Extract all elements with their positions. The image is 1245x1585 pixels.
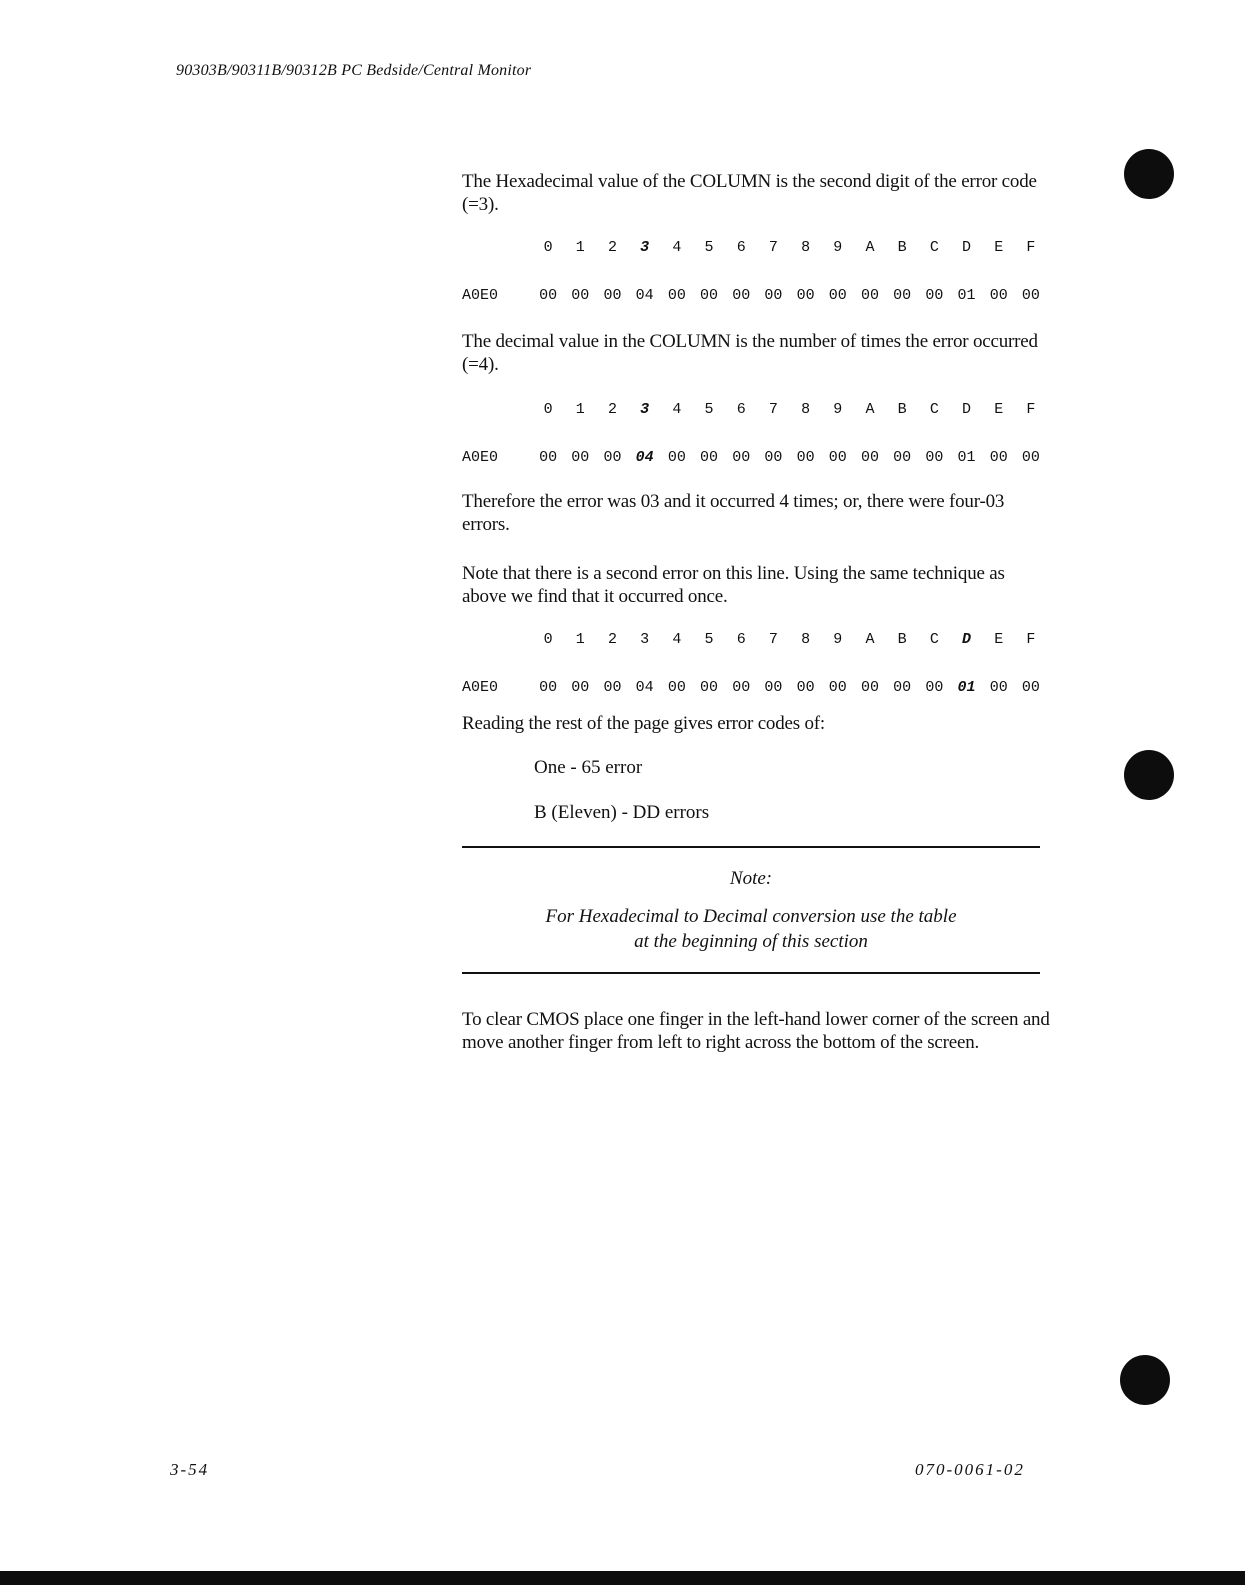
column-header-1: 1 [575,238,585,256]
hex-data-row-2 [462,446,1052,468]
hex-value-col-4: 00 [667,286,686,304]
hex-column-header-1 [462,236,1052,258]
binder-hole-bottom [1120,1355,1170,1405]
hex-value-col-f: 00 [1021,286,1040,304]
hex-value-col-b: 00 [893,286,912,304]
column-header-e: E [994,400,1004,418]
hex-value-col-0: 00 [539,286,558,304]
hex-value-col-9: 00 [828,448,847,466]
hex-value-col-a: 00 [860,286,879,304]
column-header-d: D [962,238,972,256]
hex-column-header-2 [462,398,1052,420]
error-code-item-2: B (Eleven) - DD errors [534,802,710,823]
column-header-a: A [865,630,875,648]
column-header-0: 0 [543,630,553,648]
column-header-b: B [897,238,907,256]
paragraph-rest-of-page: Reading the rest of the page gives error codes of: [462,713,826,734]
column-header-d: D [962,630,972,648]
column-header-4: 4 [672,630,682,648]
column-header-f: F [1026,630,1036,648]
column-header-8: 8 [801,238,811,256]
column-header-3: 3 [640,630,650,648]
column-header-8: 8 [801,630,811,648]
hex-value-col-7: 00 [764,678,783,696]
column-header-d: D [962,400,972,418]
column-header-7: 7 [768,238,778,256]
column-header-9: 9 [833,400,843,418]
row-address: A0E0 [462,678,499,696]
hex-value-col-b: 00 [893,678,912,696]
hex-value-col-e: 00 [989,448,1008,466]
hex-value-col-4: 00 [667,678,686,696]
hex-data-row-1 [462,284,1052,306]
hex-value-col-1: 00 [571,678,590,696]
hex-value-col-3: 04 [635,286,654,304]
hex-value-col-f: 00 [1021,448,1040,466]
column-header-4: 4 [672,238,682,256]
column-header-2: 2 [607,630,617,648]
note-line-2: at the beginning of this section [634,931,868,952]
hex-value-col-b: 00 [893,448,912,466]
hex-value-col-e: 00 [989,286,1008,304]
column-header-c: C [929,400,939,418]
column-header-7: 7 [768,400,778,418]
paragraph-conclusion: Therefore the error was 03 and it occurred 4 times; or, there were four-03 errors. [462,491,1005,535]
hex-value-col-2: 00 [603,678,622,696]
hex-value-col-0: 00 [539,448,558,466]
hex-value-col-5: 00 [700,448,719,466]
column-header-e: E [994,238,1004,256]
column-header-5: 5 [704,238,714,256]
column-header-1: 1 [575,400,585,418]
hex-value-col-6: 00 [732,286,751,304]
page-number: 3-54 [170,1460,210,1479]
paragraph-decimal-column: The decimal value in the COLUMN is the number of times the error occurred (=4). [462,331,1038,375]
column-header-3: 3 [640,238,650,256]
hex-value-col-5: 00 [700,286,719,304]
hex-value-col-6: 00 [732,448,751,466]
hex-value-col-2: 00 [603,448,622,466]
note-title: Note: [729,868,773,889]
hex-value-col-1: 00 [571,448,590,466]
column-header-8: 8 [801,400,811,418]
column-header-1: 1 [575,630,585,648]
column-header-c: C [929,630,939,648]
document-number: 070-0061-02 [915,1460,1025,1479]
hex-value-col-9: 00 [828,678,847,696]
column-header-5: 5 [704,400,714,418]
column-header-2: 2 [607,400,617,418]
hex-data-row-3 [462,676,1052,698]
column-header-7: 7 [768,630,778,648]
hex-value-col-c: 00 [925,286,944,304]
column-header-9: 9 [833,238,843,256]
hex-value-col-6: 00 [732,678,751,696]
column-header-c: C [929,238,939,256]
hex-value-col-8: 00 [796,448,815,466]
hex-value-col-3: 04 [635,678,654,696]
column-header-4: 4 [672,400,682,418]
page-header: 90303B/90311B/90312B PC Bedside/Central Monitor [176,62,532,79]
hex-value-col-c: 00 [925,448,944,466]
column-header-0: 0 [543,238,553,256]
note-line-1: For Hexadecimal to Decimal conversion use the table [545,906,957,927]
hex-value-col-c: 00 [925,678,944,696]
hex-value-col-7: 00 [764,448,783,466]
row-address: A0E0 [462,448,499,466]
error-code-item-1: One - 65 error [534,757,643,778]
hex-value-col-d: 01 [957,448,976,466]
column-header-6: 6 [736,238,746,256]
paragraph-clear-cmos: To clear CMOS place one finger in the left-hand lower corner of the screen and move another finger from left to right across the bottom of the screen. [462,1009,1050,1053]
column-header-e: E [994,630,1004,648]
hex-value-col-e: 00 [989,678,1008,696]
paragraph-second-error: Note that there is a second error on this line. Using the same technique as above we find that it occurred once. [462,563,1005,607]
hex-value-col-1: 00 [571,286,590,304]
column-header-5: 5 [704,630,714,648]
column-header-a: A [865,238,875,256]
hex-value-col-f: 00 [1021,678,1040,696]
column-header-f: F [1026,238,1036,256]
hex-value-col-4: 00 [667,448,686,466]
main-content [462,170,1052,1054]
hex-value-col-5: 00 [700,678,719,696]
hex-value-col-3: 04 [635,448,654,466]
column-header-b: B [897,630,907,648]
binder-hole-middle [1124,750,1174,800]
hex-value-col-8: 00 [796,678,815,696]
column-header-2: 2 [607,238,617,256]
hex-value-col-9: 00 [828,286,847,304]
column-header-6: 6 [736,400,746,418]
column-header-0: 0 [543,400,553,418]
column-header-6: 6 [736,630,746,648]
column-header-3: 3 [640,400,650,418]
hex-value-col-7: 00 [764,286,783,304]
column-header-9: 9 [833,630,843,648]
hex-value-col-d: 01 [957,286,976,304]
column-header-a: A [865,400,875,418]
hex-value-col-a: 00 [860,448,879,466]
note-body [462,904,1040,954]
hex-column-header-3 [462,628,1052,650]
hex-value-col-0: 00 [539,678,558,696]
hex-value-col-a: 00 [860,678,879,696]
column-header-b: B [897,400,907,418]
hex-value-col-8: 00 [796,286,815,304]
scan-edge-bar [0,1571,1245,1585]
row-address: A0E0 [462,286,499,304]
paragraph-hex-column: The Hexadecimal value of the COLUMN is the second digit of the error code (=3). [462,171,1037,215]
binder-hole-top [1124,149,1174,199]
hex-value-col-d: 01 [957,678,976,696]
column-header-f: F [1026,400,1036,418]
hex-value-col-2: 00 [603,286,622,304]
